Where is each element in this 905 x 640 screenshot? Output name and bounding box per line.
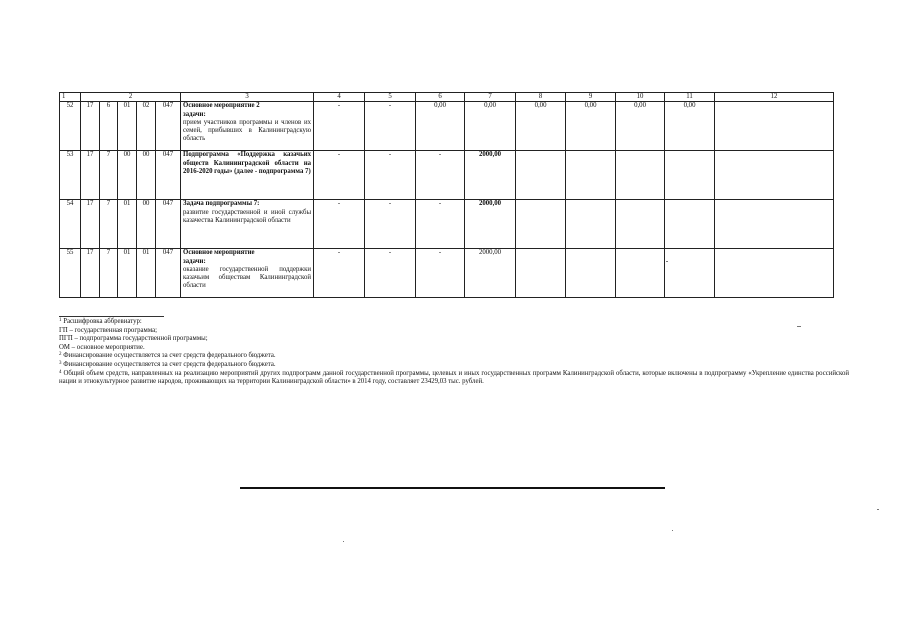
footnote-text: Финансирование осуществляется за счет средств федерального бюджета.: [63, 352, 276, 360]
code-cell: 02: [137, 102, 156, 151]
row-number: 53: [60, 151, 81, 200]
value-cell: [566, 200, 616, 249]
abbr-om: ОМ – основное мероприятие.: [59, 343, 145, 351]
header-cell: 11: [665, 93, 715, 102]
value-cell: [616, 200, 665, 249]
row-number: 55: [60, 249, 81, 298]
value-cell: 0,00: [665, 102, 715, 151]
row-number: 52: [60, 102, 81, 151]
code-cell: 7: [100, 200, 118, 249]
value-cell: [566, 249, 616, 298]
code-cell: 047: [156, 151, 181, 200]
row-number: 54: [60, 200, 81, 249]
footnote-text: Финансирование осуществляется за счет средств федерального бюджета.: [63, 360, 276, 368]
code-cell: 00: [137, 200, 156, 249]
value-cell: 0,00: [616, 102, 665, 151]
row-title: Задача подпрограммы 7:: [183, 200, 260, 208]
scan-speck: [672, 530, 673, 531]
value-cell: -: [314, 102, 365, 151]
code-cell: 047: [156, 249, 181, 298]
footnote-mark: 2: [59, 352, 62, 358]
header-cell: 6: [416, 93, 465, 102]
code-cell: 17: [81, 200, 100, 249]
row-description: развитие государственной и иной службы казачества Калининградской области: [183, 208, 312, 224]
footnote-4: [59, 370, 849, 387]
value-cell: [616, 249, 665, 298]
footnote-3: [59, 361, 849, 370]
footnote-mark: 4: [59, 369, 62, 375]
description-cell: [181, 249, 314, 298]
code-cell: 7: [100, 151, 118, 200]
header-cell: 4: [314, 93, 365, 102]
header-cell: 10: [616, 93, 665, 102]
code-cell: 01: [137, 249, 156, 298]
value-cell: 2000,00: [465, 249, 516, 298]
description-cell: [181, 102, 314, 151]
code-cell: 047: [156, 102, 181, 151]
code-cell: 01: [118, 102, 137, 151]
value-cell: 0,00: [465, 102, 516, 151]
code-cell: 7: [100, 249, 118, 298]
value-cell: [715, 102, 834, 151]
description-cell: [181, 151, 314, 200]
abbr-pgp: ПГП – подпрограмма государственной программы;: [59, 335, 208, 343]
code-cell: 00: [118, 151, 137, 200]
row-title: Подпрограмма «Поддержка казачьих обществ Калининградской области на 2016-2020 годы» (далее - подпрограмма 7): [183, 151, 312, 175]
header-cell: 5: [365, 93, 416, 102]
value-cell: [715, 200, 834, 249]
row-subtitle: задачи:: [183, 257, 206, 265]
value-cell: -: [365, 200, 416, 249]
table-row: [60, 200, 834, 249]
value-cell: [516, 151, 566, 200]
value-cell: -: [314, 249, 365, 298]
table-row: [60, 151, 834, 200]
value-cell: 2000,00: [465, 151, 516, 200]
header-cell: 3: [181, 93, 314, 102]
value-cell: -: [416, 151, 465, 200]
row-description: прием участников программы и членов их семей, прибывших в Калининградскую область: [183, 118, 312, 143]
budget-table: [59, 92, 834, 298]
table-row: [60, 249, 834, 298]
code-cell: 01: [118, 200, 137, 249]
value-cell: [566, 151, 616, 200]
footnote-divider: [59, 316, 164, 317]
value-cell: -: [365, 151, 416, 200]
value-cell: -: [314, 151, 365, 200]
footnote-mark: 3: [59, 360, 62, 366]
value-cell: [665, 151, 715, 200]
scan-speck: [666, 261, 668, 262]
value-cell: -: [416, 200, 465, 249]
value-cell: 2000,00: [465, 200, 516, 249]
table-header-row: [60, 93, 834, 102]
header-cell: 12: [715, 93, 834, 102]
value-cell: -: [416, 249, 465, 298]
footnote-1: [59, 318, 849, 327]
abbr-gp: ГП – государственная программа;: [59, 326, 157, 334]
code-cell: 17: [81, 249, 100, 298]
header-cell: 8: [516, 93, 566, 102]
table-row: [60, 102, 834, 151]
value-cell: 0,00: [516, 102, 566, 151]
header-cell: 2: [81, 93, 181, 102]
scan-speck: [877, 509, 879, 510]
code-cell: 6: [100, 102, 118, 151]
footnote-mark: 1: [59, 318, 62, 323]
scan-speck: [343, 541, 344, 542]
scan-speck: [797, 326, 801, 327]
code-cell: 17: [81, 102, 100, 151]
row-subtitle: задачи:: [183, 110, 206, 118]
footnote-text: Общий объем средств, направленных на реализацию мероприятий других подпрограмм данной государственной программы, целевых и иных государственных программ Калининградской области, которые включены в подпрограмму «Укрепление единства российской нации и этнокультурное развитие народов, проживающих на территории Калининградской области» в 2014 году, составляет 23429,03 тыс. рублей.: [59, 369, 850, 386]
value-cell: [665, 249, 715, 298]
row-title: Основное мероприятие: [183, 249, 255, 257]
value-cell: -: [365, 249, 416, 298]
code-cell: 047: [156, 200, 181, 249]
code-cell: 01: [118, 249, 137, 298]
code-cell: 17: [81, 151, 100, 200]
bottom-divider: [240, 487, 665, 489]
value-cell: [665, 200, 715, 249]
value-cell: [715, 249, 834, 298]
row-title: Основное мероприятие 2: [183, 102, 260, 110]
code-cell: 00: [137, 151, 156, 200]
value-cell: -: [314, 200, 365, 249]
value-cell: 0,00: [566, 102, 616, 151]
header-cell: 7: [465, 93, 516, 102]
value-cell: [516, 200, 566, 249]
header-cell: 1: [60, 93, 81, 102]
footnote-2: [59, 352, 849, 361]
footnote-text: Расшифровка аббревиатур:: [63, 318, 142, 325]
value-cell: -: [365, 102, 416, 151]
value-cell: 0,00: [416, 102, 465, 151]
value-cell: [715, 151, 834, 200]
description-cell: [181, 200, 314, 249]
row-description: оказание государственной поддержки казачьим обществам Калининградской области: [183, 265, 312, 290]
value-cell: [516, 249, 566, 298]
value-cell: [616, 151, 665, 200]
footnotes-block: [59, 318, 849, 387]
header-cell: 9: [566, 93, 616, 102]
